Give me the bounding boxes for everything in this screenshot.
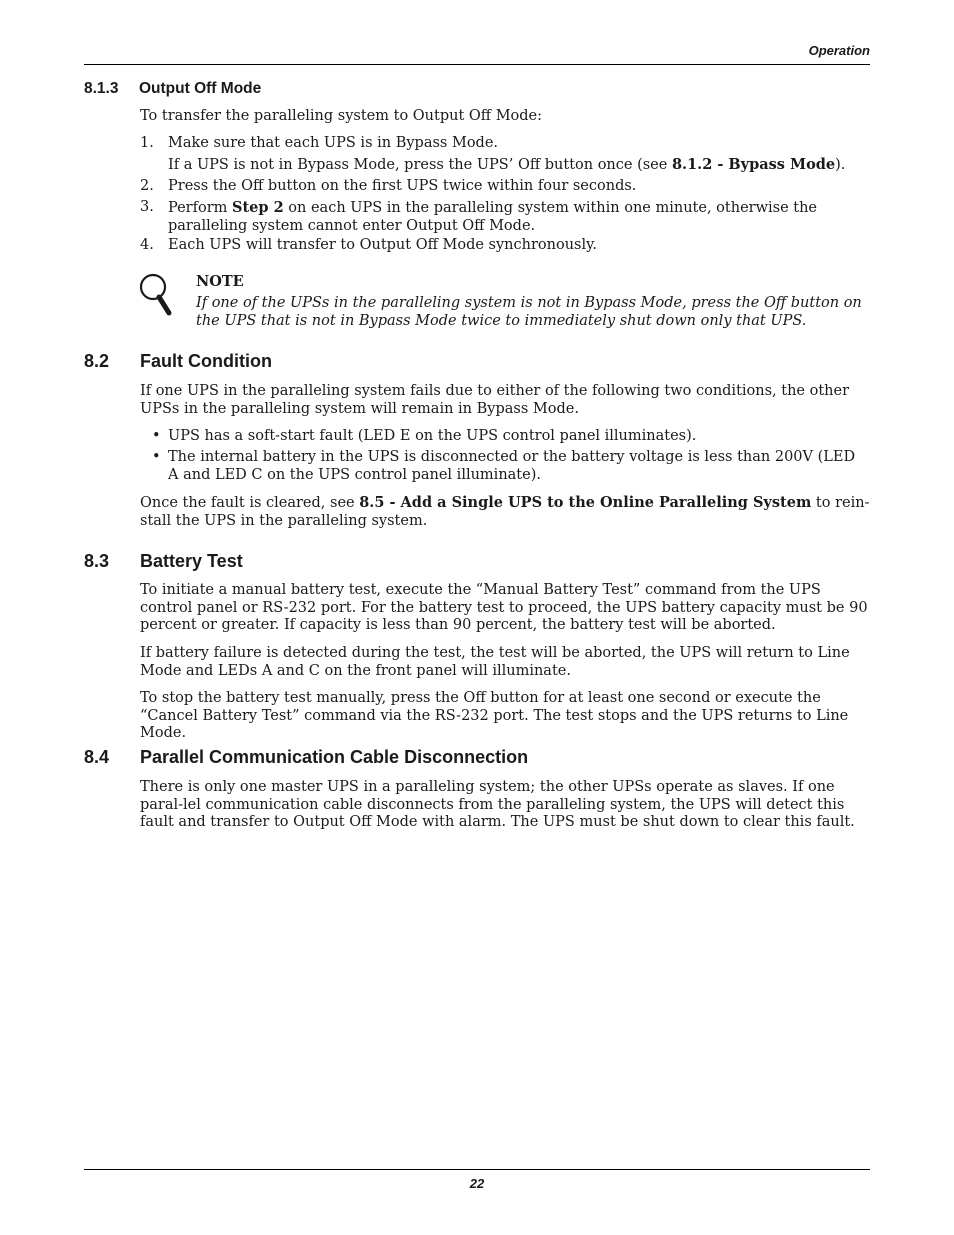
step-text: Each UPS will transfer to Output Off Mode synchronously.: [168, 237, 597, 253]
step-number: 3.: [140, 199, 154, 215]
bullet: •: [152, 428, 161, 444]
step-number: 2.: [140, 178, 154, 194]
bullet: •: [152, 449, 161, 465]
note-title: NOTE: [196, 273, 244, 290]
paragraph: To stop the battery test manually, press the Off button for at least one second or execute the “Cancel Battery Test” command via the RS-232 port. The test stops and the UPS returns to Line Mode.: [140, 690, 849, 741]
paragraph: There is only one master UPS in a paralleling system; the other UPSs operate as slaves. If one paral-lel communication cable disconnects from the paralleling system, the UPS will detect this fault and transfer to Output Off Mode with alarm. The UPS must be shut down to clear this fault.: [140, 779, 855, 830]
page-number: 22: [469, 1176, 485, 1191]
section-outro: Once the fault is cleared, see 8.5 - Add a Single UPS to the Online Paralleling System to rein-stall the UPS in the paralleling system.: [140, 494, 870, 529]
bullet-text: UPS has a soft-start fault (LED E on the UPS control panel illuminates).: [168, 428, 697, 444]
header-rule: [84, 64, 870, 65]
cross-reference-link[interactable]: 8.1.2 - Bypass Mode: [671, 156, 836, 173]
step-text: Make sure that each UPS is in Bypass Mode.: [168, 135, 499, 151]
section-number: 8.3: [84, 551, 110, 571]
footer-rule: [84, 1169, 870, 1170]
section-number: 8.2: [84, 351, 110, 371]
step-number: 4.: [140, 237, 154, 253]
paragraph: If battery failure is detected during the test, the test will be aborted, the UPS will return to Line Mode and LEDs A and C on the front panel will illuminate.: [140, 645, 850, 679]
running-header: Operation: [808, 43, 870, 58]
section-number: 8.4: [84, 747, 110, 767]
step-text: Press the Off button on the first UPS twice within four seconds.: [168, 178, 637, 194]
section-title: Battery Test: [140, 551, 243, 571]
cross-reference-link[interactable]: 8.5 - Add a Single UPS to the Online Paralleling System: [359, 494, 812, 511]
magnifier-note-icon: [138, 272, 174, 318]
section-intro: If one UPS in the paralleling system fails due to either of the following two conditions, the other UPSs in the paralleling system will remain in Bypass Mode.: [140, 383, 850, 417]
section-title: Output Off Mode: [139, 80, 262, 97]
step-number: 1.: [140, 135, 154, 151]
section-title: Fault Condition: [140, 351, 272, 371]
section-number: 8.1.3: [84, 80, 119, 97]
step-text: Perform Step 2 on each UPS in the paralleling system within one minute, otherwise the paralleling system cannot enter Output Off Mode.: [168, 199, 818, 234]
step-reference: Step 2: [232, 199, 284, 216]
paragraph: To initiate a manual battery test, execute the “Manual Battery Test” command from the UPS control panel or RS-232 port. For the battery test to proceed, the UPS battery capacity must be 90 percent or greater. If capacity is less than 90 percent, the battery test will be aborted.: [140, 582, 868, 633]
note-text: If one of the UPSs in the paralleling system is not in Bypass Mode, press the Off button on the UPS that is not in Bypass Mode twice to immediately shut down only that UPS.: [196, 295, 862, 329]
step-subtext: If a UPS is not in Bypass Mode, press the UPS’ Off button once (see 8.1.2 - Bypass Mode).: [168, 156, 846, 173]
section-intro: To transfer the paralleling system to Output Off Mode:: [140, 108, 543, 124]
bullet-text: The internal battery in the UPS is disconnected or the battery voltage is less than 200V (LED A and LED C on the UPS control panel illuminate).: [168, 449, 856, 483]
section-title: Parallel Communication Cable Disconnection: [140, 747, 529, 767]
